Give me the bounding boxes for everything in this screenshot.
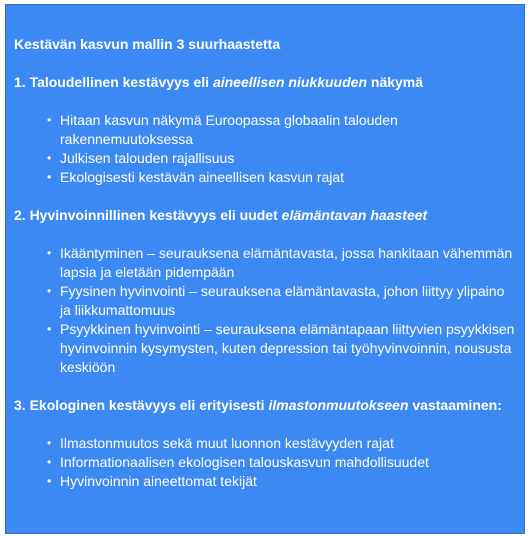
document-title: Kestävän kasvun mallin 3 suurhaastetta: [14, 36, 281, 52]
bullet-icon: •: [47, 436, 52, 450]
bullet-icon: •: [47, 151, 52, 165]
heading-text-end: näkymä: [367, 74, 424, 90]
bullet-icon: •: [47, 322, 52, 336]
bullet-icon: •: [47, 113, 52, 127]
list-item-text: Fyysinen hyvinvointi – seurauksena elämäntavasta, johon liittyy ylipaino ja liikkumattomuus: [60, 283, 505, 318]
list-item: [48, 453, 516, 472]
heading-text: 1. Taloudellinen kestävyys eli: [14, 74, 213, 90]
section-heading: [14, 73, 516, 92]
bullet-list: [14, 111, 516, 187]
section-heading: [14, 206, 516, 225]
list-item-text: Hitaan kasvun näkymä Euroopassa globaalin talouden rakennemuutoksessa: [60, 112, 398, 147]
section-heading: [14, 396, 516, 415]
list-item-text: Psyykkinen hyvinvointi – seurauksena elämäntapaan liittyvien psyykkisen hyvinvoinnin kysymysten, kuten depression tai työhyvinvoinnin, noususta keskiöön: [60, 321, 515, 375]
list-item: [48, 149, 516, 168]
section-2: [14, 206, 516, 377]
content-panel: [5, 4, 525, 534]
bullet-icon: •: [47, 455, 52, 469]
heading-text: 2. Hyvinvoinnillinen kestävyys eli uudet: [14, 207, 282, 223]
bullet-list: [14, 244, 516, 377]
bullet-icon: •: [47, 170, 52, 184]
list-item-text: Ilmastonmuutos sekä muut luonnon kestävyyden rajat: [60, 435, 394, 451]
list-item-text: Ekologisesti kestävän aineellisen kasvun rajat: [60, 169, 345, 185]
list-item: [48, 320, 516, 377]
section-3: [14, 396, 516, 491]
heading-text-end: vastaaminen:: [408, 397, 502, 413]
heading-emphasis: ilmastonmuutokseen: [268, 397, 409, 413]
section-1: [14, 73, 516, 187]
list-item: [48, 282, 516, 320]
bullet-icon: •: [47, 474, 52, 488]
heading-text: 3. Ekologinen kestävyys eli erityisesti: [14, 397, 269, 413]
bullet-icon: •: [47, 284, 52, 298]
bullet-icon: •: [47, 246, 52, 260]
heading-emphasis: aineellisen niukkuuden: [212, 74, 367, 90]
list-item-text: Ikääntyminen – seurauksena elämäntavasta, jossa hankitaan vähemmän lapsia ja eletään pidempään: [60, 245, 513, 280]
bullet-list: [14, 434, 516, 491]
list-item: [48, 472, 516, 491]
list-item-text: Julkisen talouden rajallisuus: [60, 150, 235, 166]
list-item: [48, 434, 516, 453]
list-item-text: Informationaalisen ekologisen talouskasvun mahdollisuudet: [60, 454, 429, 470]
list-item: [48, 168, 516, 187]
list-item-text: Hyvinvoinnin aineettomat tekijät: [60, 473, 257, 489]
list-item: [48, 244, 516, 282]
list-item: [48, 111, 516, 149]
heading-emphasis: elämäntavan haasteet: [281, 207, 428, 223]
